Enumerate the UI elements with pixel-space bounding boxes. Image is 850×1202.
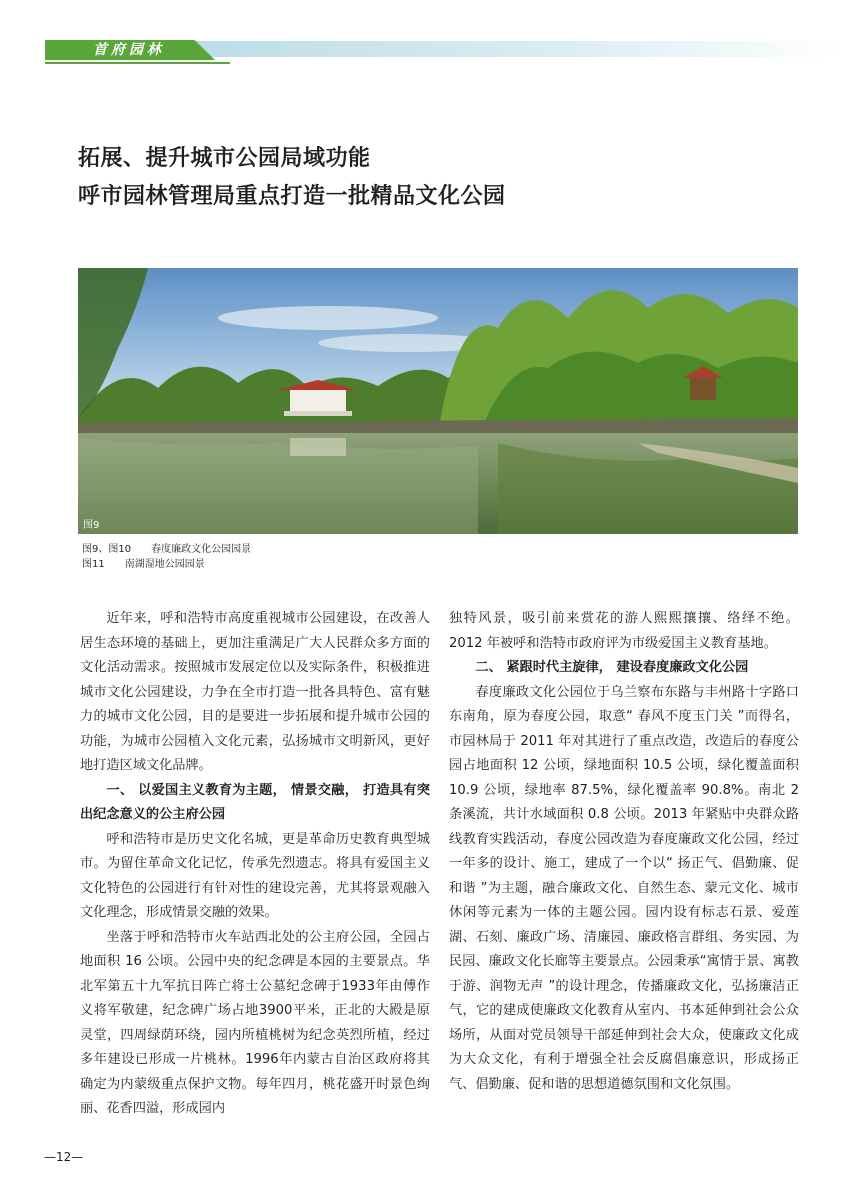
section-heading: 一、 以爱国主义教育为主题， 情景交融， 打造具有突出纪念意义的公主府公园 xyxy=(80,782,430,822)
body-paragraph: 呼和浩特市是历史文化名城，更是革命历史教育典型城市。为留住革命文化记忆，传承先烈遗志。将具有爱国主义文化特色的公园进行有针对性的建设完善，尤其将景观融入文化理念，形成情景交融的效果。 xyxy=(80,831,430,920)
park-photo-illustration xyxy=(78,268,798,534)
caption-text: 春度廉政文化公园园景 xyxy=(151,544,252,555)
caption-figure: 图9、图10 xyxy=(82,544,132,555)
photo-figure-label: 图9 xyxy=(83,520,100,531)
body-paragraph-continued: 独特风景，吸引前来赏花的游人熙熙攘攘、络绎不绝。2012 年被呼和浩特市政府评为市级爱国主义教育基地。 xyxy=(449,611,799,651)
caption-line-2 xyxy=(82,555,205,570)
banner-gradient-strip xyxy=(195,41,845,57)
page-number: —12— xyxy=(44,1150,84,1164)
section-title: 首府园林 xyxy=(93,42,165,58)
caption-line-1 xyxy=(82,540,251,555)
headline-line-2: 呼市园林管理局重点打造一批精品文化公园 xyxy=(78,184,506,209)
park-photo xyxy=(78,268,798,534)
banner-underline xyxy=(45,62,230,64)
body-paragraph: 春度廉政文化公园位于乌兰察布东路与丰州路十字路口东南角，原为春度公园，取意“ 春风不度玉门关 ”而得名，市园林局于 2011 年对其进行了重点改造，改造后的春度公园占地面积 12 公顷，绿地面积 10.5 公顷，绿化覆盖面积 10.9 公顷，绿地率 87.5%，绿化覆盖率 90.8%。南北 2 条溪流，共计水域面积 0.8 公顷。2013 年紧贴中央群众路线教育实践活动，春度公园改造为春度廉政文化公园，经过一年多的设计、施工，建成了一个以“ 扬正气、倡勤廉、促和谐 ”为主题，融合廉政文化、自然生态、蒙元文化、城市休闲等元素为一体的主题公园。园内设有标志石景、爱莲湖、石刻、廉政广场、清廉园、廉政格言群组、务实园、为民园、廉政文化长廊等主要景点。公园秉承“寓情于景、寓教于游、润物无声 ”的设计理念，传播廉政文化，弘扬廉洁正气，它的建成使廉政文化教育从室内、书本延伸到社会公众场所，从面对党员领导干部延伸到社会大众，使廉政文化成为大众文化，有利于增强全社会反腐倡廉意识，形成扬正气、倡勤廉、促和谐的思想道德氛围和文化氛围。 xyxy=(449,684,799,1092)
body-paragraph: 近年来，呼和浩特市高度重视城市公园建设，在改善人居生态环境的基础上，更加注重满足广大人民群众多方面的文化活动需求。按照城市发展定位以及实际条件，积极推进城市文化公园建设，力争在全市打造一批各具特色、富有魅力的城市文化公园，目的是要进一步拓展和提升城市公园的功能，为城市公园植入文化元素，弘扬城市文明新风，更好地打造区域文化品牌。 xyxy=(80,611,430,773)
headline-line-1: 拓展、提升城市公园局域功能 xyxy=(78,146,371,171)
caption-text: 南湖湿地公园园景 xyxy=(124,559,205,570)
body-paragraph: 坐落于呼和浩特市火车站西北处的公主府公园，全园占地面积 16 公顷。公园中央的纪念碑是本园的主要景点。华北军第五十九军抗日阵亡将士公墓纪念碑于1933年由傅作义将军敬建，纪念碑广场占地3900平米，正北的大殿是原灵堂，四周绿荫环绕，园内所植桃树为纪念英烈所植，经过多年建设已形成一片桃林。1996年内蒙古自治区政府将其确定为内蒙级重点保护文物。每年四月，桃花盛开时景色绚丽、花香四溢，形成园内 xyxy=(80,929,430,1116)
section-banner xyxy=(45,40,845,66)
body-column-left xyxy=(80,607,430,1122)
section-heading: 二、 紧跟时代主旋律， 建设春度廉政文化公园 xyxy=(475,660,749,675)
caption-figure: 图11 xyxy=(82,559,105,570)
body-column-right xyxy=(449,607,799,1097)
